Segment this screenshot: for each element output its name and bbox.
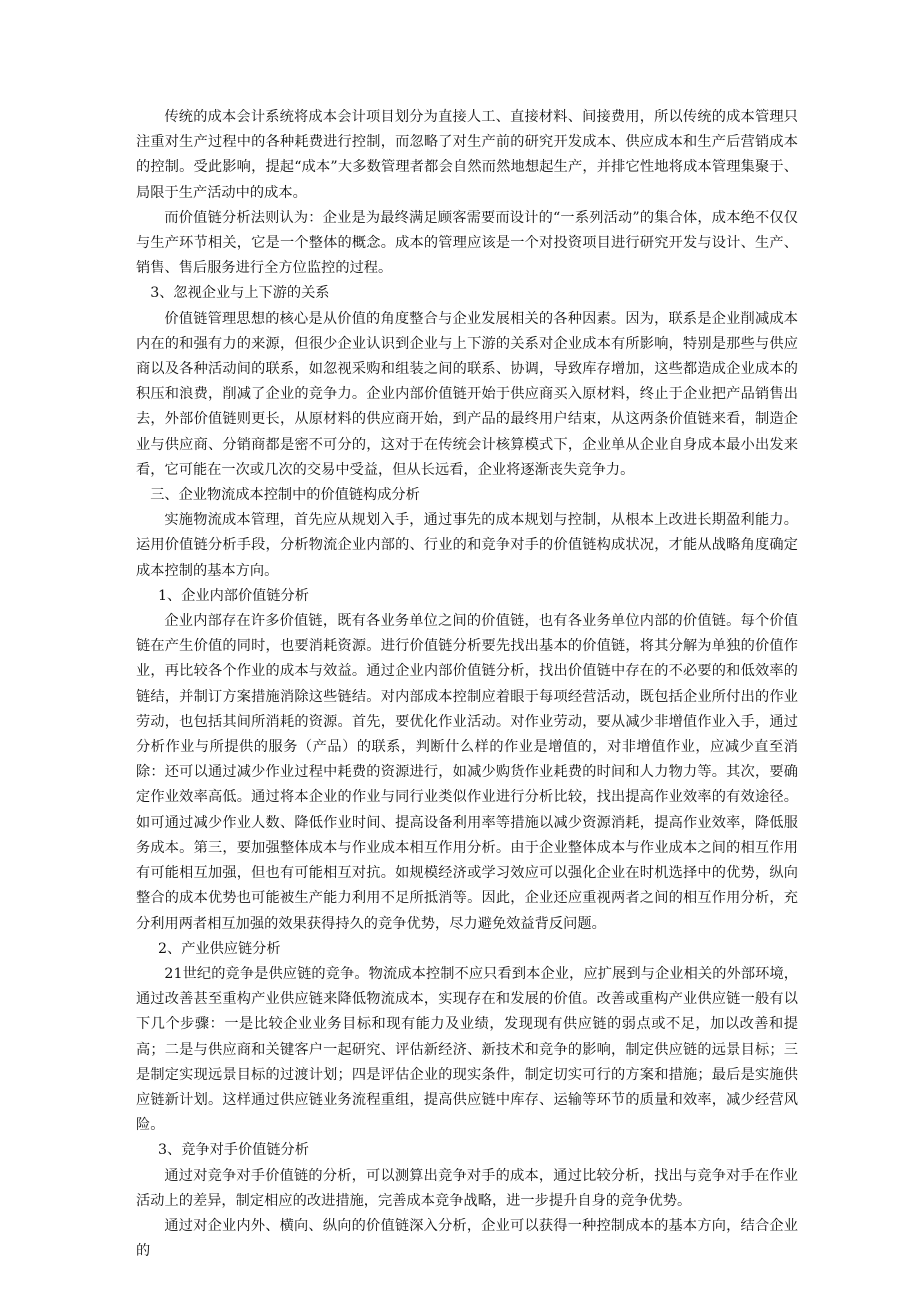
paragraph-value-chain-view: 而价值链分析法则认为：企业是为最终满足顾客需要而设计的“一系列活动”的集合体，成本绝不仅仅与生产环节相关，它是一个整体的概念。成本的管理应该是一个对投资项目进行研究开发与设计、生产、销售、售后服务进行全方位监控的过程。 <box>136 209 798 277</box>
paragraph-logistics-cost-management: 实施物流成本管理，首先应从规划入手，通过事先的成本规划与控制，从根本上改进长期盈利能力。运用价值链分析手段，分析物流企业内部的、行业的和竞争对手的价值链构成状况，才能从战略角度确定成本控制的基本方向。 <box>136 512 798 579</box>
section-heading-competitor-value-chain: 3、竞争对手价值链分析 <box>158 1142 309 1159</box>
section-heading-logistics-value-chain: 三、企业物流成本控制中的价值链构成分析 <box>150 487 420 504</box>
paragraph-traditional-cost-accounting: 传统的成本会计系统将成本会计项目划分为直接人工、直接材料、间接费用，所以传统的成本管理只注重对生产过程中的各种耗费进行控制，而忽略了对生产前的研究开发成本、供应成本和生产后营销成本的控制。受此影响，提起“成本”大多数管理者都会自然而然地想起生产，并排它性地将成本管理集聚于、局限于生产活动中的成本。 <box>136 109 798 201</box>
section-heading-upstream-downstream: 3、忽视企业与上下游的关系 <box>150 285 330 302</box>
section-heading-internal-value-chain: 1、企业内部价值链分析 <box>158 587 309 604</box>
paragraph-conclusion: 通过对企业内外、横向、纵向的价值链深入分析，企业可以获得一种控制成本的基本方向，结合企业的 <box>136 1217 798 1260</box>
paragraph-competitor-value-chain: 通过对竞争对手价值链的分析，可以测算出竞争对手的成本，通过比较分析，找出与竞争对手在作业活动上的差异，制定相应的改进措施，完善成本竞争战略，进一步提升自身的竞争优势。 <box>136 1167 798 1209</box>
paragraph-industry-supply-chain: 21世纪的竞争是供应链的竞争。物流成本控制不应只看到本企业，应扩展到与企业相关的外部环境，通过改善甚至重构产业供应链来降低物流成本，实现存在和发展的价值。改善或重构产业供应链一般有以下几个步骤：一是比较企业业务目标和现有能力及业绩，发现现有供应链的弱点或不足，加以改善和提高；二是与供应商和关键客户一起研究、评估新经济、新技术和竞争的影响，制定供应链的远景目标；三是制定实现远景目标的过渡计划；四是评估企业的现实条件，制定切实可行的方案和措施；最后是实施供应链新计划。这样通过供应链业务流程重组，提高供应链中库存、运输等环节的质量和效率，减少经营风险。 <box>136 965 798 1134</box>
document-body <box>136 105 798 1264</box>
paragraph-value-chain-core: 价值链管理思想的核心是从价值的角度整合与企业发展相关的各种因素。因为，联系是企业削减成本内在的和强有力的来源，但很少企业认识到企业与上下游的关系对企业成本有所影响，特别是那些与供应商以及各种活动间的联系，如忽视采购和组装之间的联系、协调，导致库存增加，这些都造成企业成本的积压和浪费，削减了企业的竞争力。企业内部价值链开始于供应商买入原材料，终止于企业把产品销售出去，外部价值链则更长，从原材料的供应商开始，到产品的最终用户结束，从这两条价值链来看，制造企业与供应商、分销商都是密不可分的，这对于在传统会计核算模式下，企业单从企业自身成本最小出发来看，它可能在一次或几次的交易中受益，但从长远看，企业将逐渐丧失竞争力。 <box>136 310 798 478</box>
section-heading-industry-supply-chain: 2、产业供应链分析 <box>158 940 281 957</box>
paragraph-internal-value-chain: 企业内部存在许多价值链，既有各业务单位之间的价值链，也有各业务单位内部的价值链。每个价值链在产生价值的同时，也要消耗资源。进行价值链分析要先找出基本的价值链，将其分解为单独的价值作业，再比较各个作业的成本与效益。通过企业内部价值链分析，找出价值链中存在的不必要的和低效率的链结，并制订方案措施消除这些链结。对内部成本控制应着眼于每项经营活动，既包括企业所付出的作业劳动，也包括其间所消耗的资源。首先，要优化作业活动。对作业劳动，要从减少非增值作业入手，通过分析作业与所提供的服务（产品）的联系，判断什么样的作业是增值的，对非增值作业，应减少直至消除：还可以通过减少作业过程中耗费的资源进行，如减少购货作业耗费的时间和人力物力等。其次，要确定作业效率高低。通过将本企业的作业与同行业类似作业进行分析比较，找出提高作业效率的有效途径。如可通过减少作业人数、降低作业时间、提高设备利用率等措施以减少资源消耗，提高作业效率，降低服务成本。第三，要加强整体成本与作业成本相互作用分析。由于企业整体成本与作业成本之间的相互作用有可能相互加强，但也有可能相互对抗。如规模经济或学习效应可以强化企业在时机选择中的优势，纵向整合的成本优势也可能被生产能力利用不足所抵消等。因此，企业还应重视两者之间的相互作用分析，充分利用两者相互加强的效果获得持久的竞争优势，尽力避免效益背反问题。 <box>136 613 798 932</box>
